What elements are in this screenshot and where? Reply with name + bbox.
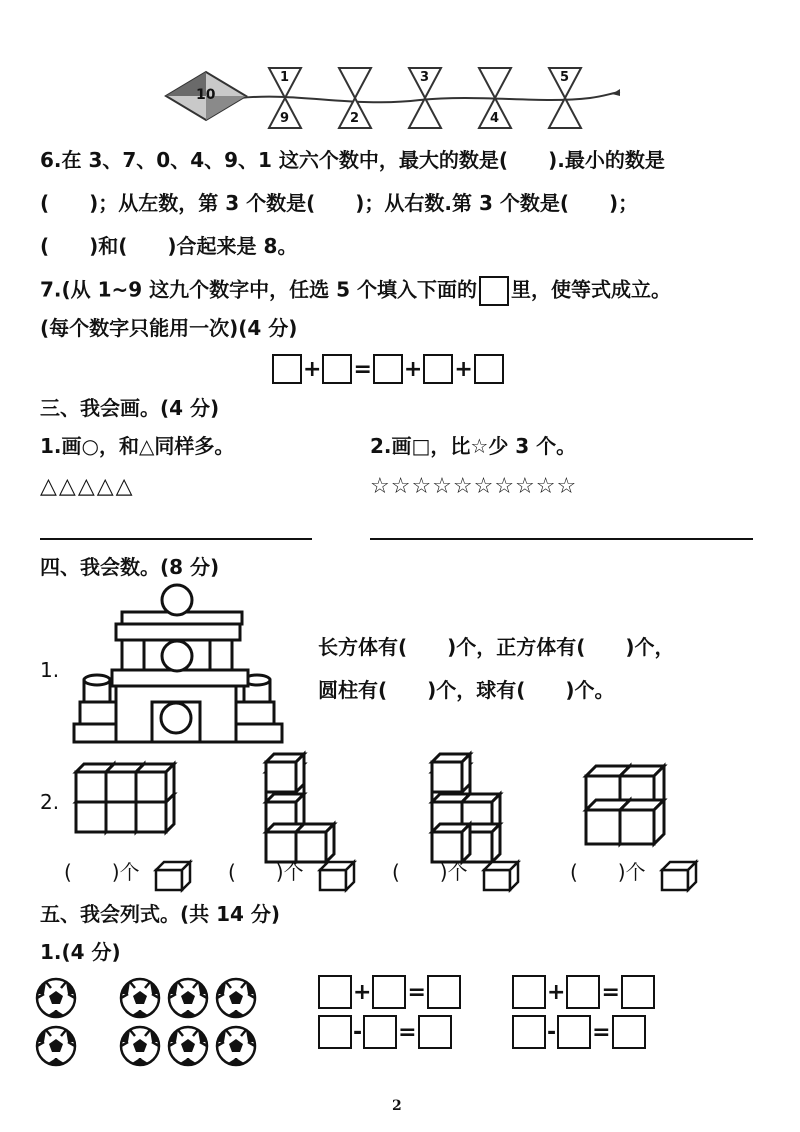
answer-box[interactable] [621,975,655,1009]
star-row: ☆☆☆☆☆☆☆☆☆☆ [370,474,578,499]
op-sign: + [403,356,423,382]
section3-q1-label: 1.画○，和△同样多。 [40,434,235,458]
soccer-ball [37,979,75,1017]
count-label-2: ( )个 [228,860,304,884]
q6-line1: 6.在 3、7、0、4、9、1 这六个数中，最大的数是( ).最小的数是 [40,148,665,172]
q6-line3: ( )和( )合起来是 8。 [40,234,298,258]
page-number: 2 [392,1098,402,1114]
equation-row [512,975,655,1009]
section4-q1-number: 1. [40,658,60,682]
op-sign: = [601,979,620,1005]
cube [432,754,470,792]
drawing-answer-line-1[interactable] [40,538,312,540]
kite-bow-bottom-number: 9 [280,111,290,126]
cube [266,754,304,792]
soccer-ball [169,1027,207,1065]
unit-cube-icons [0,856,800,896]
section5-title: 五、我会列式。(共 14 分) [40,902,281,926]
answer-box[interactable] [418,1015,452,1049]
section4-title: 四、我会数。(8 分) [40,555,220,579]
answer-box[interactable] [512,975,546,1009]
section4-q1-line1: 长方体有( )个，正方体有( )个， [318,635,675,659]
soccer-ball [217,979,255,1017]
soccer-balls-illustration [36,972,296,1072]
q7-line1-text-b: 里，使等式成立。 [511,277,672,302]
kite-bow-top-number: 3 [420,70,430,85]
answer-box[interactable] [423,354,453,384]
section3-q2-label: 2.画□，比☆少 3 个。 [370,434,577,458]
answer-box[interactable] [318,1015,352,1049]
op-sign: = [407,979,426,1005]
soccer-ball [121,979,159,1017]
op-sign: = [592,1019,611,1045]
answer-box[interactable] [612,1015,646,1049]
answer-box[interactable] [372,975,406,1009]
building-blocks-illustration [72,584,302,744]
count-label-4: ( )个 [570,860,646,884]
cube [136,764,174,802]
drawing-answer-line-2[interactable] [370,538,753,540]
answer-box[interactable] [272,354,302,384]
equation-row [512,1015,655,1049]
section4-q2-number: 2. [40,790,60,814]
section5-q1-label: 1.(4 分) [40,940,121,964]
equation-row [318,975,461,1009]
section4-q1-line2: 圆柱有( )个，球有( )个。 [318,678,615,702]
unit-cube-icon [156,862,190,890]
op-sign: + [353,979,372,1005]
kite-bow-bottom-number: 4 [490,111,500,126]
answer-box-example [479,276,509,306]
op-sign: + [303,356,322,382]
triangle-row: △△△△△ [40,474,135,499]
soccer-ball [37,1027,75,1065]
equation-group-1 [318,975,461,1049]
count-label-1: ( )个 [64,860,140,884]
op-sign: - [547,1019,557,1045]
answer-box[interactable] [566,975,600,1009]
cube-stacks-illustration [60,748,760,848]
cube [620,800,664,844]
unit-cube-icon [484,862,518,890]
kite-diamond-label: 10 [196,87,216,103]
soccer-ball [217,1027,255,1065]
number-kite-illustration [0,0,800,140]
op-sign: - [353,1019,363,1045]
op-sign: = [398,1019,417,1045]
answer-box[interactable] [373,354,403,384]
answer-box[interactable] [474,354,504,384]
kite-bow-bottom-number: 2 [350,111,360,126]
op-sign: = [353,356,372,382]
kite-bow-top-number: 5 [560,70,570,85]
equation-row [318,1015,461,1049]
answer-box[interactable] [318,975,352,1009]
soccer-ball [121,1027,159,1065]
answer-box[interactable] [322,354,352,384]
answer-box[interactable] [512,1015,546,1049]
q6-line2: ( )；从左数，第 3 个数是( )；从右数.第 3 个数是( )； [40,191,639,215]
op-sign: + [454,356,473,382]
q7-line1-text-a: 7.(从 1~9 这九个数字中，任选 5 个填入下面的 [40,277,478,302]
op-sign: + [547,979,566,1005]
section3-title: 三、我会画。(4 分) [40,396,220,420]
count-label-3: ( )个 [392,860,468,884]
kite-bow-top-number: 1 [280,70,290,85]
answer-box[interactable] [427,975,461,1009]
answer-box[interactable] [557,1015,591,1049]
unit-cube-icon [320,862,354,890]
soccer-ball [169,979,207,1017]
unit-cube-icon [662,862,696,890]
q7-equation [272,354,504,384]
equation-group-2 [512,975,655,1049]
q7-line2: (每个数字只能用一次)(4 分) [40,316,298,340]
q7-line1 [40,276,671,306]
answer-box[interactable] [363,1015,397,1049]
